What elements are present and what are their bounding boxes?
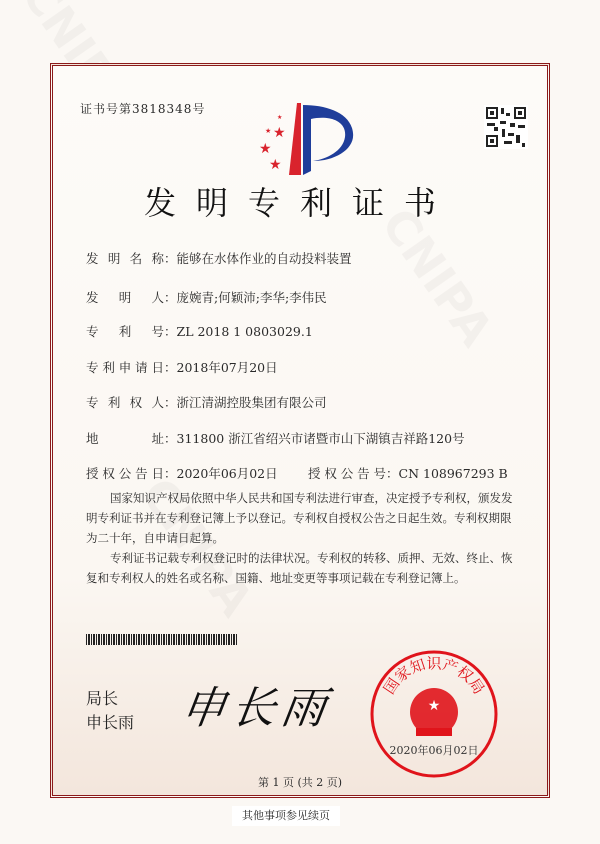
svg-text:★: ★ — [265, 127, 272, 135]
svg-text:★: ★ — [277, 114, 283, 121]
field-application-date: 专利申请日：2018年07月20日 — [86, 360, 278, 375]
field-inventors: 发明人：庞婉青;何颖沛;李华;李伟民 — [86, 290, 327, 305]
field-grant-date: 授权公告日：2020年06月02日 — [86, 466, 278, 481]
field-address: 地址：311800 浙江省绍兴市诸暨市山下湖镇吉祥路120号 — [86, 431, 465, 446]
signatory-name: 申长雨 — [86, 713, 135, 732]
svg-text:★: ★ — [259, 141, 272, 157]
certificate-title: 发明专利证书 — [143, 184, 456, 222]
official-seal — [368, 648, 500, 780]
svg-text:2020年06月02日: 2020年06月02日 — [389, 744, 479, 757]
barcode — [86, 634, 238, 645]
signatory-title: 局长 — [86, 689, 119, 708]
svg-text:国家知识产权局: 国家知识产权局 — [379, 654, 489, 698]
handwritten-signature: 申长雨 — [177, 683, 335, 734]
statement-paragraph: 专利证书记载专利权登记时的法律状况。专利权的转移、质押、无效、终止、恢复和专利权人的姓名或名称、国籍、地址变更等事项记载在专利登记簿上。 — [86, 551, 513, 585]
field-grant-number: 授权公告号：CN 108967293 B — [308, 466, 508, 481]
svg-text:★: ★ — [269, 157, 282, 173]
field-patent-number: 专利号：ZL 2018 1 0803029.1 — [86, 324, 313, 339]
statement-paragraph: 国家知识产权局依照中华人民共和国专利法进行审查，决定授予专利权，颁发发明专利证书并在专利登记簿上予以登记。专利权自授权公告之日起生效。专利权期限为二十年，自申请日起算。 — [86, 491, 513, 545]
continuation-note: 其他事项参见续页 — [232, 806, 340, 826]
certificate-number: 证书号第3818348号 — [80, 102, 206, 116]
svg-text:★: ★ — [273, 125, 286, 141]
field-patentee: 专利权人：浙江清湖控股集团有限公司 — [86, 395, 327, 410]
page-number: 第 1 页 (共 2 页) — [257, 776, 343, 789]
cnipa-logo — [255, 103, 355, 175]
svg-text:★: ★ — [427, 698, 441, 714]
qr-code — [484, 105, 528, 149]
field-invention-name: 发明名称：能够在水体作业的自动投料装置 — [86, 251, 352, 266]
